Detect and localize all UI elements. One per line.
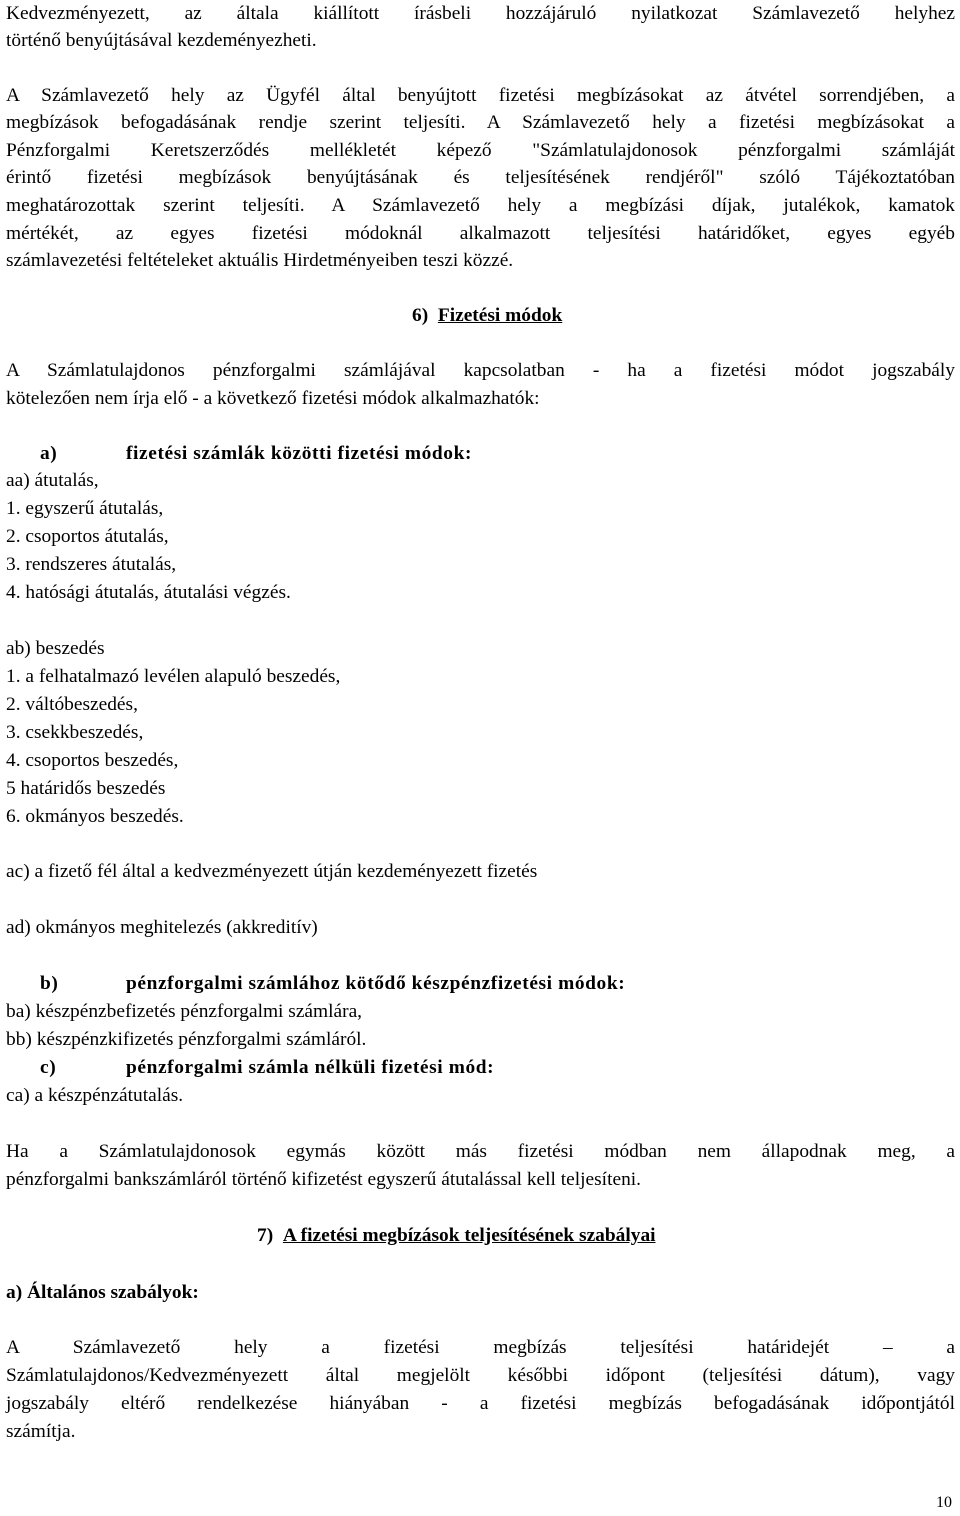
subsection-label: b): [40, 973, 59, 994]
subsection-title: pénzforgalmi számla nélküli fizetési mód:: [126, 1057, 495, 1078]
text-line: történő benyújtásával kezdeményezheti.: [6, 30, 317, 51]
text-line: Számlatulajdonos/Kedvezményezett által megjelölt későbbi időpont (teljesítési dátum), vagy: [6, 1365, 955, 1386]
page-number: 10: [936, 1494, 952, 1511]
subsection-label: a): [40, 443, 58, 464]
list-item: 1. a felhatalmazó levélen alapuló beszedés,: [6, 666, 341, 687]
subsection-heading-general: a) Általános szabályok:: [6, 1282, 199, 1303]
text-line: Ha a Számlatulajdonosok egymás között más fizetési módban nem állapodnak meg, a: [6, 1141, 955, 1162]
list-item: ba) készpénzbefizetés pénzforgalmi számlára,: [6, 1001, 363, 1022]
text-line: mértékét, az egyes fizetési módoknál alkalmazott teljesítési határidőket, egyes egyéb: [6, 223, 955, 244]
text-line: számítja.: [6, 1421, 76, 1442]
subsection-title: fizetési számlák közötti fizetési módok:: [126, 443, 473, 464]
text-line: megbízások befogadásának rendje szerint teljesíti. A Számlavezető hely a fizetési megbízásokat a: [6, 112, 955, 133]
subsection-heading-a: [6, 440, 955, 467]
section-number: 6): [412, 305, 429, 326]
section-title: A fizetési megbízások teljesítésének szabályai: [282, 1225, 656, 1246]
text-line: számlavezetési feltételeket aktuális Hirdetményeiben teszi közzé.: [6, 250, 514, 271]
list-item: 3. rendszeres átutalás,: [6, 554, 177, 575]
section-heading-7: [257, 1222, 656, 1249]
list-item: 4. hatósági átutalás, átutalási végzés.: [6, 582, 291, 603]
subsection-heading-c: [6, 1054, 955, 1081]
list-item: 3. csekkbeszedés,: [6, 722, 144, 743]
subsection-label: c): [40, 1057, 57, 1078]
list-heading: ad) okmányos meghitelezés (akkreditív): [6, 917, 318, 938]
list-item: 5 határidős beszedés: [6, 778, 166, 799]
section-title: Fizetési módok: [437, 305, 563, 326]
list-item: 6. okmányos beszedés.: [6, 806, 184, 827]
text-line: jogszabály eltérő rendelkezése hiányában - a fizetési megbízás befogadásának időpontjától: [6, 1393, 955, 1414]
list-item: 2. váltóbeszedés,: [6, 694, 138, 715]
list-item: ca) a készpénzátutalás.: [6, 1085, 184, 1106]
subsection-heading-b: [6, 970, 955, 997]
text-line: Kedvezményezett, az általa kiállított írásbeli hozzájáruló nyilatkozat Számlavezető helyhez: [6, 3, 955, 24]
list-heading: ac) a fizető fél által a kedvezményezett útján kezdeményezett fizetés: [6, 861, 538, 882]
list-heading: ab) beszedés: [6, 638, 105, 659]
text-line: A Számlavezető hely a fizetési megbízás teljesítési határidejét – a: [6, 1337, 955, 1358]
list-item: 4. csoportos beszedés,: [6, 750, 179, 771]
text-line: pénzforgalmi bankszámláról történő kifizetést egyszerű átutalással kell teljesíteni.: [6, 1169, 641, 1190]
list-item: 1. egyszerű átutalás,: [6, 498, 164, 519]
text-line: A Számlatulajdonos pénzforgalmi számlájával kapcsolatban - ha a fizetési módot jogszabály: [6, 360, 955, 381]
section-heading-6: [412, 302, 562, 329]
text-line: kötelezően nem írja elő - a következő fizetési módok alkalmazhatók:: [6, 388, 540, 409]
list-item: bb) készpénzkifizetés pénzforgalmi számláról.: [6, 1029, 367, 1050]
text-line: A Számlavezető hely az Ügyfél által benyújtott fizetési megbízásokat az átvétel sorrendjében, a: [6, 85, 955, 106]
text-line: Pénzforgalmi Keretszerződés mellékletét képező "Számlatulajdonosok pénzforgalmi számláját: [6, 140, 955, 161]
list-heading: aa) átutalás,: [6, 470, 99, 491]
section-number: 7): [257, 1225, 274, 1246]
subsection-title: pénzforgalmi számlához kötődő készpénzfizetési módok:: [126, 973, 626, 994]
list-item: 2. csoportos átutalás,: [6, 526, 169, 547]
text-line: érintő fizetési megbízások benyújtásának és teljesítésének rendjéről" szóló Tájékoztatóban: [6, 167, 955, 188]
text-line: meghatározottak szerint teljesíti. A Számlavezető hely a megbízási díjak, jutalékok, kamatok: [6, 195, 955, 216]
